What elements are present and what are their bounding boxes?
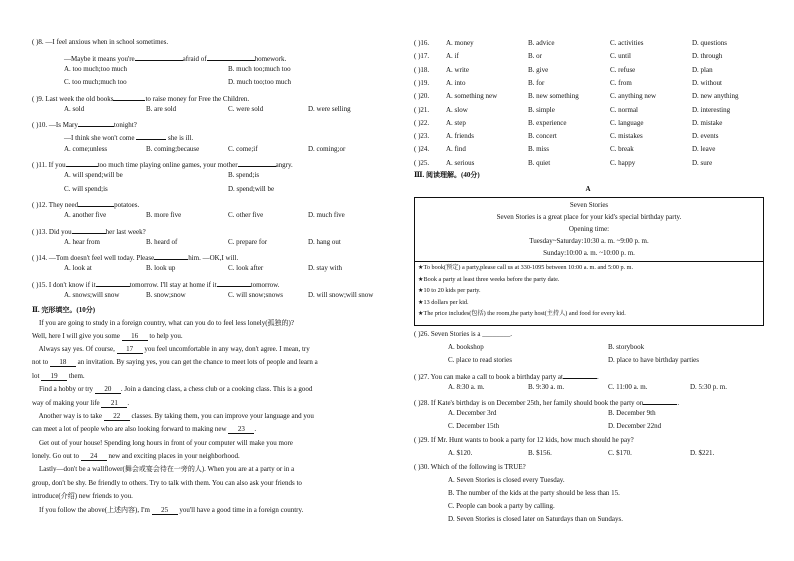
cloze-option-b[interactable]: B. new something: [528, 92, 579, 101]
q27-option-b[interactable]: B. 9:30 a. m.: [528, 383, 565, 391]
cloze-line: [32, 507, 303, 515]
cloze-text: introduce(介绍) new friends to you.: [32, 492, 133, 500]
cloze-option-b[interactable]: B. quiet: [528, 158, 551, 167]
q12-option-d[interactable]: D. much five: [308, 211, 345, 219]
q14-option-d[interactable]: D. stay with: [308, 264, 343, 272]
cloze-option-a[interactable]: A. slow: [446, 105, 468, 114]
ad-divider: [414, 261, 764, 262]
q15-option-b[interactable]: B. snow;snow: [146, 291, 186, 299]
ad-sunday-hours: Sunday:10:00 a. m. ~10:00 p. m.: [543, 249, 635, 257]
q8-line2: —Maybe it means you're afraid of homework.: [64, 55, 287, 63]
cloze-option-a[interactable]: A. into: [446, 78, 466, 87]
ad-bullet: ★The price includes(包括) the room,the party host(主持人) and food for every kid.: [418, 310, 626, 317]
cloze-option-d[interactable]: D. through: [692, 52, 723, 61]
cloze-option-b[interactable]: B. experience: [528, 118, 567, 127]
cloze-text: new and exciting places in your neighborhood.: [106, 452, 240, 460]
q9-option-a[interactable]: A. sold: [64, 105, 85, 113]
cloze-line: [32, 440, 293, 447]
cloze-line: [32, 480, 302, 487]
q29-option-b[interactable]: B. $156.: [528, 449, 552, 457]
q26-option-d[interactable]: D. place to have birthday parties: [608, 356, 699, 364]
cloze-blank[interactable]: 18: [50, 359, 76, 367]
cloze-option-a[interactable]: A. find: [446, 145, 466, 154]
q26-option-b[interactable]: B. storybook: [608, 343, 645, 351]
cloze-option-c[interactable]: C. from: [610, 78, 632, 87]
cloze-option-c[interactable]: C. until: [610, 52, 632, 61]
cloze-line: [32, 400, 129, 408]
cloze-blank[interactable]: 21: [101, 400, 127, 408]
cloze-option-c[interactable]: C. happy: [610, 158, 636, 167]
q10-stem: ( )10. —Is Mary tonight?: [32, 121, 137, 129]
cloze-text: not to: [32, 358, 50, 366]
cloze-option-b[interactable]: B. for: [528, 78, 545, 87]
cloze-text: .: [127, 399, 130, 407]
cloze-option-b[interactable]: B. miss: [528, 145, 550, 154]
cloze-option-a[interactable]: A. step: [446, 118, 466, 127]
ad-intro: Seven Stories is a great place for your kid's special birthday party.: [496, 213, 682, 221]
q9-stem: ( )9. Last week the old books to raise money for Free the Children.: [32, 95, 250, 103]
q10-option-b[interactable]: B. coming;because: [146, 145, 200, 153]
cloze-line: [32, 333, 183, 341]
cloze-line: [32, 346, 310, 354]
q27-stem: ( )27. You can make a call to book a birthday party at .: [414, 373, 599, 381]
cloze-option-d[interactable]: D. interesting: [692, 105, 731, 114]
cloze-text: . Join a dancing class, a chess club or a cooking class. This is a good: [120, 385, 313, 393]
cloze-option-b[interactable]: B. concert: [528, 132, 557, 141]
q15-stem: ( )15. I don't know if it tomorrow. I'll stay at home if it tomorrow.: [32, 281, 280, 289]
ad-bullet: ★13 dollars per kid.: [418, 298, 469, 306]
cloze-blank[interactable]: 24: [81, 453, 107, 461]
cloze-option-b[interactable]: B. advice: [528, 39, 555, 47]
cloze-option-c[interactable]: C. anything new: [610, 92, 657, 101]
ad-opening-label: Opening time:: [568, 225, 610, 233]
q28-stem: ( )28. If Kate's birthday is on December 25th, her family should book the party on .: [414, 399, 680, 407]
q13-stem: ( )13. Did you her last week?: [32, 228, 146, 236]
cloze-text: can meet a lot of people who are also looking forward to making new: [32, 425, 229, 433]
q26-option-c[interactable]: C. place to read stories: [448, 356, 512, 364]
cloze-text: If you follow the above(上述内容), I'm: [32, 506, 152, 514]
cloze-option-number: ( )25.: [414, 158, 430, 167]
q13-option-a[interactable]: A. hear from: [64, 238, 100, 246]
q8-option-d[interactable]: D. much too;too much: [228, 78, 291, 86]
cloze-line: [32, 453, 240, 461]
cloze-text: lonely. Go out to: [32, 452, 81, 460]
q12-stem: ( )12. They need potatoes.: [32, 201, 140, 209]
cloze-option-a[interactable]: A. serious: [446, 158, 475, 167]
cloze-option-c[interactable]: C. refuse: [610, 65, 636, 74]
cloze-text: lot: [32, 372, 42, 380]
cloze-option-d[interactable]: D. without: [692, 78, 722, 87]
cloze-text: classes. By taking them, you can improve your language and you: [129, 412, 314, 420]
q29-option-a[interactable]: A. $120.: [448, 449, 473, 457]
q8-stem: ( )8. —I feel anxious when in school sometimes.: [32, 38, 169, 46]
cloze-blank[interactable]: 22: [104, 413, 130, 421]
cloze-line: [32, 466, 294, 473]
q12-option-c[interactable]: C. other five: [228, 211, 264, 219]
section-cloze-heading: Ⅱ. 完形填空。(10分): [32, 306, 96, 314]
cloze-option-d[interactable]: D. mistake: [692, 118, 723, 127]
cloze-line: [32, 413, 314, 421]
q11-option-d[interactable]: D. spend;will be: [228, 185, 275, 193]
q28-option-a[interactable]: A. December 3rd: [448, 409, 497, 417]
cloze-text: Find a hobby or try: [32, 385, 95, 393]
cloze-text: Lastly—don't be a wallflower(舞会或宴会待在一旁的人). When you are at a party or in a: [32, 465, 295, 473]
cloze-blank[interactable]: 23: [228, 426, 254, 434]
q11-stem: ( )11. If you too much time playing online games, your mother angry.: [32, 161, 293, 169]
q30-option-b[interactable]: B. The number of the kids at the party should be less than 15.: [448, 489, 620, 497]
cloze-text: group, don't be shy. Be friendly to others. Try to talk with them. You can also ask your friends to: [32, 479, 302, 487]
cloze-option-d[interactable]: D. plan: [692, 65, 713, 74]
cloze-line: [32, 386, 312, 394]
cloze-blank[interactable]: 20: [95, 386, 121, 394]
q13-option-b[interactable]: B. heard of: [146, 238, 178, 246]
q10-line2: —I think she won't come she is ill.: [64, 134, 194, 142]
q29-option-d[interactable]: D. $221.: [690, 449, 715, 457]
cloze-text: them.: [67, 372, 85, 380]
part-a-label: A: [585, 185, 591, 193]
cloze-text: way of making your life: [32, 399, 102, 407]
ad-weekday-hours: Tuesday~Saturday:10:30 a. m. ~9:00 p. m.: [529, 237, 649, 245]
cloze-option-a[interactable]: A. something new: [446, 92, 498, 101]
cloze-option-number: ( )24.: [414, 145, 430, 154]
cloze-text: Always say yes. Of course,: [32, 345, 117, 353]
cloze-text: .: [254, 425, 257, 433]
cloze-option-d[interactable]: D. new anything: [692, 92, 739, 101]
ad-title: Seven Stories: [569, 201, 609, 209]
cloze-text: Another way is to take: [32, 412, 104, 420]
q8-option-c[interactable]: C. too much;much too: [64, 78, 127, 86]
q29-stem: ( )29. If Mr. Hunt wants to book a party for 12 kids, how much should he pay?: [414, 436, 634, 444]
cloze-option-b[interactable]: B. give: [528, 65, 549, 74]
cloze-option-c[interactable]: C. language: [610, 118, 644, 127]
q30-stem: ( )30. Which of the following is TRUE?: [414, 463, 526, 471]
cloze-blank[interactable]: 17: [117, 346, 143, 354]
cloze-text: you'll have a good time in a foreign country.: [177, 506, 304, 514]
q12-option-b[interactable]: B. more five: [146, 211, 182, 219]
cloze-option-b[interactable]: B. simple: [528, 105, 555, 114]
q27-option-c[interactable]: C. 11:00 a. m.: [608, 383, 648, 391]
cloze-option-number: ( )17.: [414, 52, 430, 61]
q30-option-a[interactable]: A. Seven Stories is closed every Tuesday.: [448, 476, 565, 484]
q15-option-d[interactable]: D. will snow;will snow: [308, 291, 374, 299]
cloze-option-number: ( )18.: [414, 65, 430, 74]
cloze-text: Well, here I will give you some: [32, 332, 122, 340]
cloze-blank[interactable]: 25: [152, 507, 178, 515]
cloze-blank[interactable]: 16: [122, 333, 148, 341]
q10-option-d[interactable]: D. coming;or: [308, 145, 346, 153]
ad-bullet: ★Book a party at least three weeks before the party date.: [418, 275, 560, 283]
q26-stem: ( )26. Seven Stories is a ________.: [414, 330, 512, 338]
cloze-option-d[interactable]: D. leave: [692, 145, 716, 154]
ad-bullet: ★To book(预定) a party,please call us at 330-1095 between 10:00 a. m. and 5:00 p. m.: [418, 264, 634, 271]
cloze-option-c[interactable]: C. mistakes: [610, 132, 643, 141]
cloze-option-a[interactable]: A. friends: [446, 132, 474, 141]
q28-option-c[interactable]: C. December 15th: [448, 422, 500, 430]
q9-option-b[interactable]: B. are sold: [146, 105, 177, 113]
cloze-line: [32, 359, 318, 367]
cloze-option-number: ( )21.: [414, 105, 430, 114]
cloze-text: If you are going to study in a foreign country, what can you do to feel less lonely(孤独的)?: [32, 319, 294, 327]
q8-option-a[interactable]: A. too much;too much: [64, 65, 127, 73]
cloze-option-c[interactable]: C. activities: [610, 39, 644, 47]
q9-option-c[interactable]: C. were sold: [228, 105, 264, 113]
q15-option-a[interactable]: A. snows;will snow: [64, 291, 120, 299]
q12-option-a[interactable]: A. another five: [64, 211, 107, 219]
cloze-option-c[interactable]: C. normal: [610, 105, 638, 114]
ad-bullet: ★10 to 20 kids per party.: [418, 287, 481, 294]
cloze-option-a[interactable]: A. money: [446, 39, 474, 47]
cloze-text: you feel uncomfortable in any way, don't agree. I mean, try: [142, 345, 310, 353]
q14-option-b[interactable]: B. look up: [146, 264, 176, 272]
q28-option-b[interactable]: B. December 9th: [608, 409, 656, 417]
q26-option-a[interactable]: A. bookshop: [448, 343, 484, 351]
cloze-line: [32, 373, 85, 381]
cloze-option-number: ( )16.: [414, 39, 430, 47]
cloze-text: Get out of your house! Spending long hours in front of your computer will make you more: [32, 439, 293, 447]
cloze-option-number: ( )22.: [414, 118, 430, 127]
cloze-line: [32, 426, 256, 434]
cloze-option-d[interactable]: D. questions: [692, 39, 727, 47]
cloze-option-d[interactable]: D. events: [692, 132, 719, 141]
q10-option-c[interactable]: C. come;if: [228, 145, 258, 153]
q28-option-d[interactable]: D. December 22nd: [608, 422, 662, 430]
q11-option-a[interactable]: A. will spend;will be: [64, 171, 123, 179]
cloze-line: [32, 493, 133, 500]
section-reading-heading: Ⅲ. 阅读理解。(40分): [414, 171, 480, 179]
q27-option-d[interactable]: D. 5:30 p. m.: [690, 383, 727, 391]
q11-option-b[interactable]: B. spend;is: [228, 171, 260, 179]
q14-option-a[interactable]: A. look at: [64, 264, 92, 272]
cloze-text: to help you.: [147, 332, 183, 340]
q13-option-c[interactable]: C. prepare for: [228, 238, 268, 246]
q14-stem: ( )14. —Tom doesn't feel well today. Please him. —OK,I will.: [32, 254, 239, 262]
q27-option-a[interactable]: A. 8:30 a. m.: [448, 383, 485, 391]
cloze-blank[interactable]: 19: [41, 373, 67, 381]
q30-option-c[interactable]: C. People can book a party by calling.: [448, 502, 555, 510]
q11-option-c[interactable]: C. will spend;is: [64, 185, 108, 193]
cloze-option-number: ( )20.: [414, 92, 430, 101]
q9-option-d[interactable]: D. were selling: [308, 105, 351, 113]
q15-option-c[interactable]: C. will snow;snows: [228, 291, 284, 299]
cloze-option-c[interactable]: C. break: [610, 145, 634, 154]
cloze-option-d[interactable]: D. sure: [692, 158, 713, 167]
q30-option-d[interactable]: D. Seven Stories is closed later on Saturdays than on Sundays.: [448, 515, 623, 523]
q14-option-c[interactable]: C. look after: [228, 264, 264, 272]
cloze-option-a[interactable]: A. if: [446, 52, 459, 61]
q8-option-b[interactable]: B. much too;much too: [228, 65, 291, 73]
cloze-option-a[interactable]: A. write: [446, 65, 469, 74]
q10-option-a[interactable]: A. come;unless: [64, 145, 108, 153]
cloze-text: an invitation. By saying yes, you can get the chance to meet lots of people and learn a: [75, 358, 318, 366]
cloze-line: [32, 320, 294, 327]
cloze-option-number: ( )23.: [414, 132, 430, 141]
q13-option-d[interactable]: D. hang out: [308, 238, 341, 246]
q29-option-c[interactable]: C. $170.: [608, 449, 632, 457]
cloze-option-number: ( )19.: [414, 78, 430, 87]
cloze-option-b[interactable]: B. or: [528, 52, 542, 61]
